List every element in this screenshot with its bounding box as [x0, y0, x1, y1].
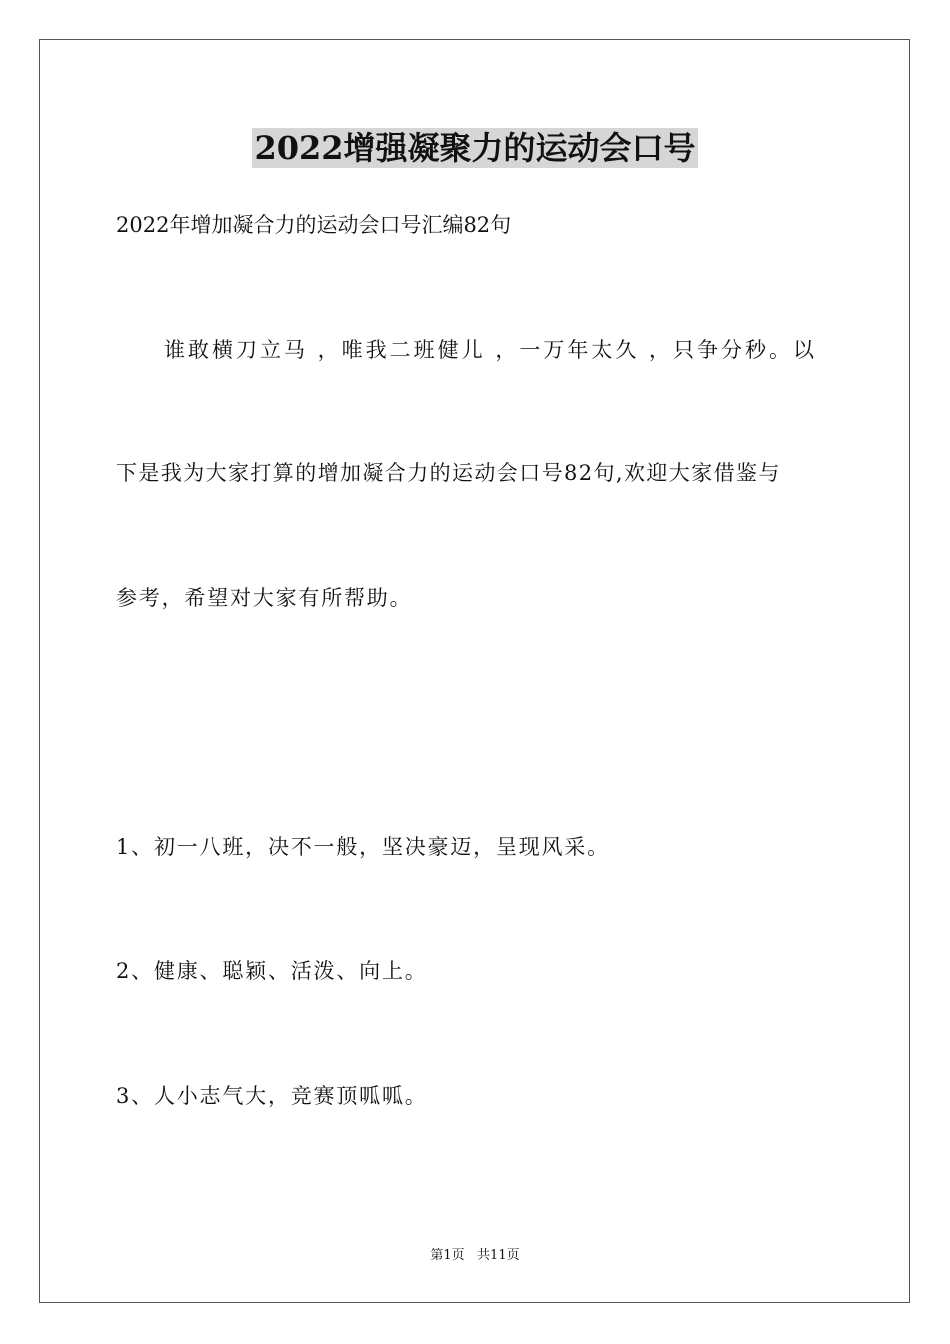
intro-line-1: 谁敢横刀立马 ，唯我二班健儿 ，一万年太久 ，只争分秒。以	[164, 338, 818, 362]
subtitle: 2022年增加凝合力的运动会口号汇编82句	[116, 213, 512, 237]
slogan-item-1: 1、初一八班，决不一般，坚决豪迈，呈现风采。	[116, 835, 610, 859]
page-title: 2022增强凝聚力的运动会口号	[254, 129, 696, 167]
title-container	[0, 128, 950, 168]
page-indicator: 第1页 共11页	[430, 1248, 520, 1263]
slogan-item-3: 3、人小志气大，竞赛顶呱呱。	[116, 1084, 428, 1108]
intro-line-2: 下是我为大家打算的增加凝合力的运动会口号82句,欢迎大家借鉴与	[116, 461, 781, 485]
slogan-item-2: 2、健康、聪颖、活泼、向上。	[116, 959, 428, 983]
intro-line-3: 参考，希望对大家有所帮助。	[116, 586, 413, 610]
